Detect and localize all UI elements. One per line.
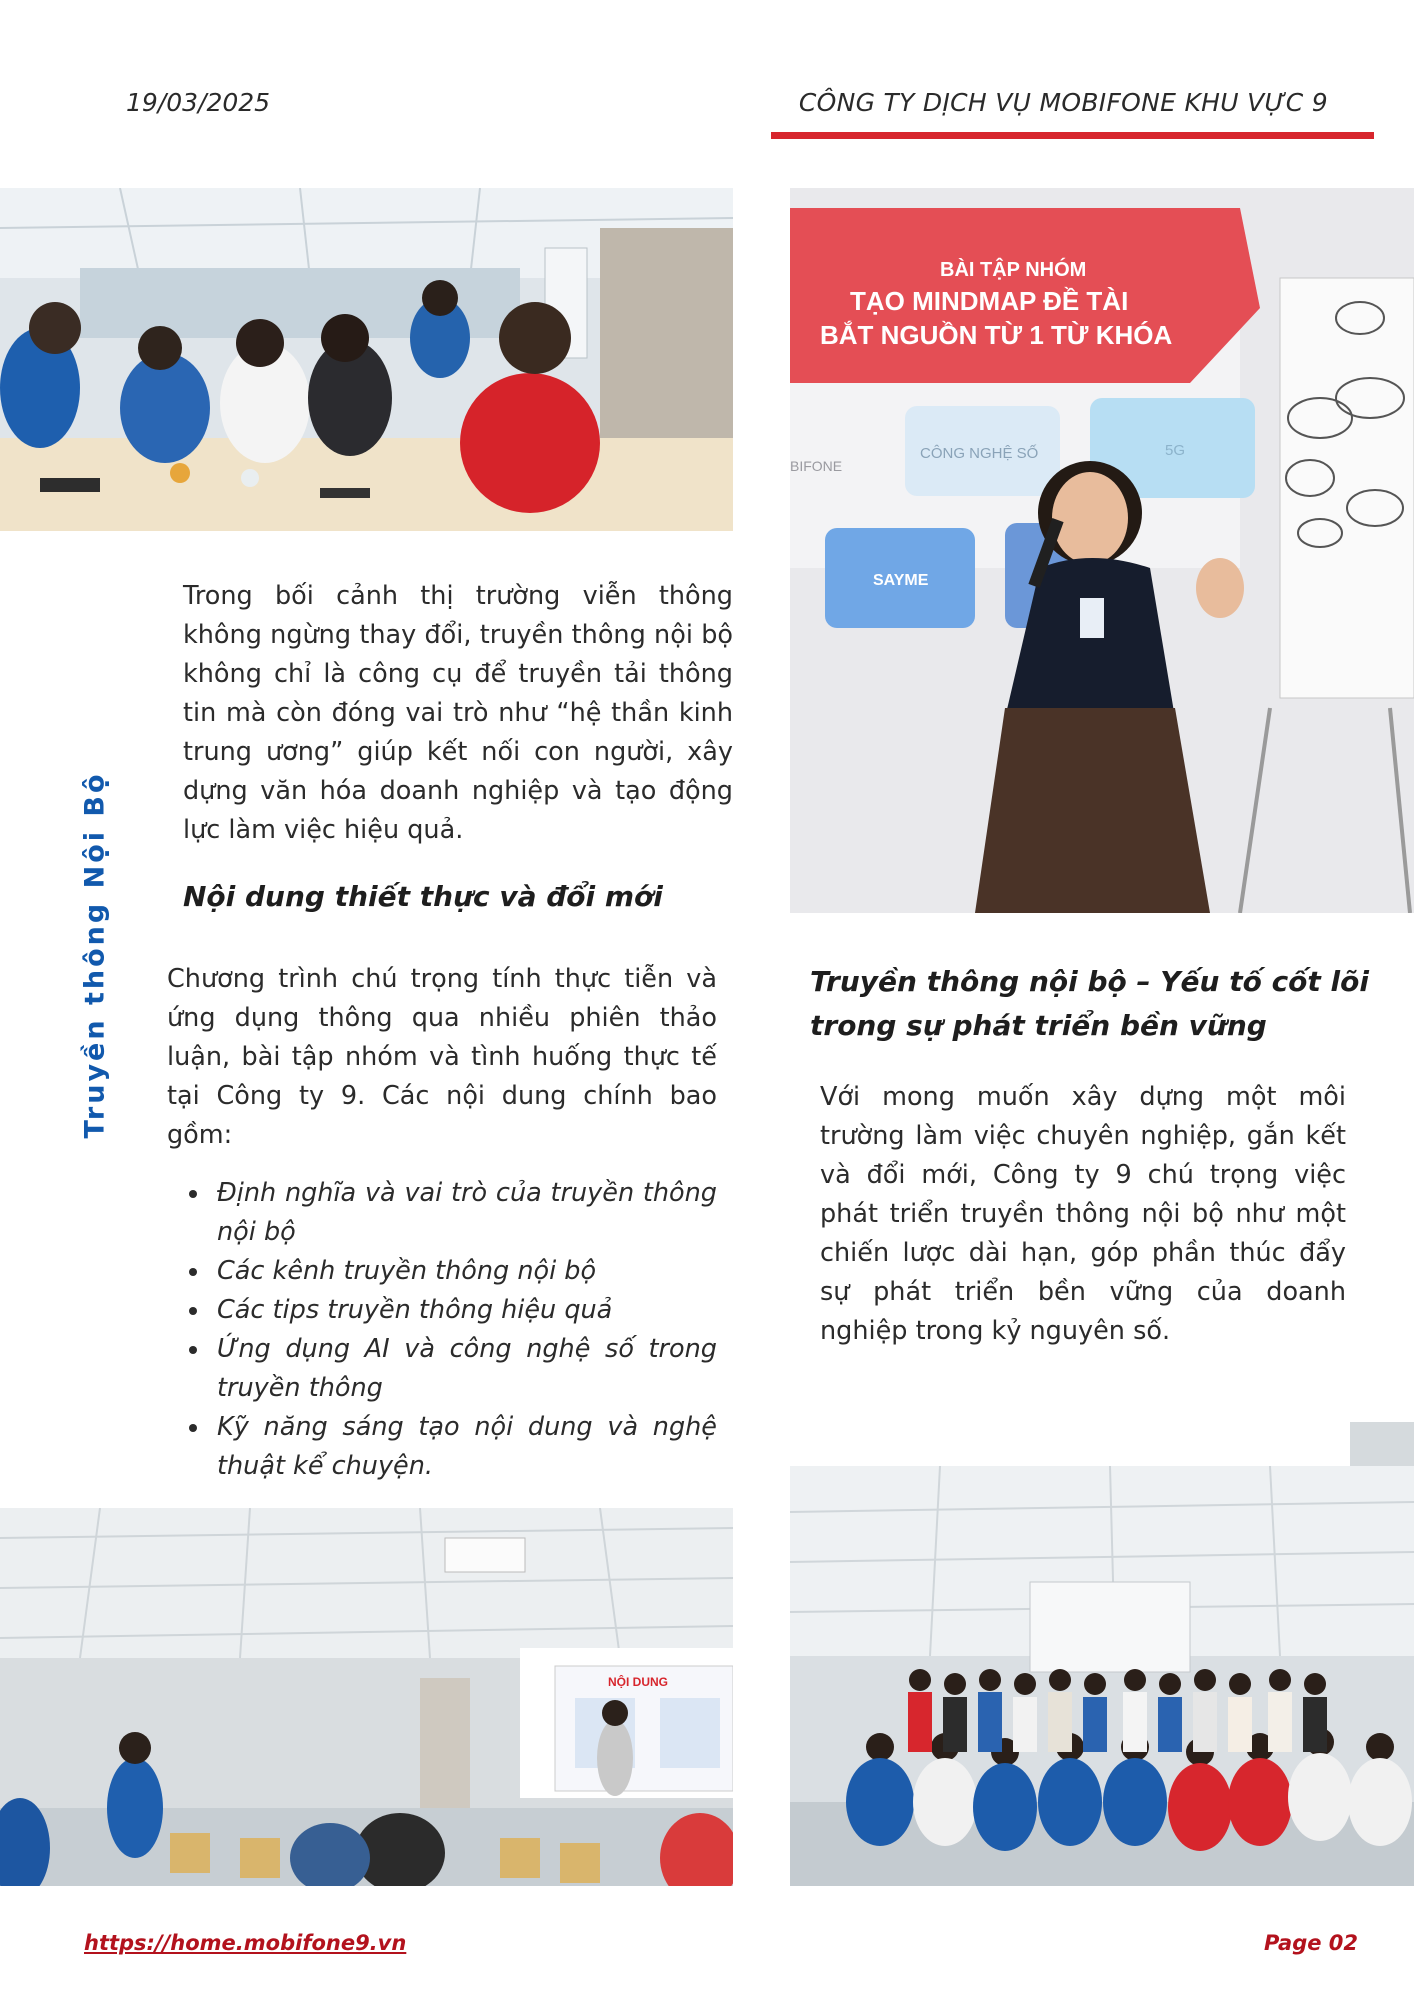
slide-banner-line2: TẠO MINDMAP ĐỀ TÀI xyxy=(850,286,1129,316)
list-item: Các kênh truyền thông nội bộ xyxy=(167,1252,717,1291)
section2-paragraph: Với mong muốn xây dựng một môi trường làm việc chuyên nghiệp, gắn kết và đổi mới, Công ty 9 chú trọng việc phát triển truyền thông nội bộ như một chiến lược dài hạn, góp phần thúc đẩy sự phát triển bền vững của doanh nghiệp trong kỷ nguyên số. xyxy=(820,1082,1346,1346)
issue-date: 19/03/2025 xyxy=(126,88,271,117)
list-item: Định nghĩa và vai trò của truyền thông nội bộ xyxy=(167,1174,717,1252)
section2-heading: Truyền thông nội bộ – Yếu tố cốt lõi trong sự phát triển bền vững xyxy=(810,965,1369,1042)
slide-card-tech: CÔNG NGHỆ SỐ xyxy=(920,445,1039,462)
list-item: Ứng dụng AI và công nghệ số trong truyền thông xyxy=(167,1330,717,1408)
photo-speaker-presentation xyxy=(790,188,1414,913)
photo-training-audience xyxy=(0,188,733,531)
header-accent-rule xyxy=(771,132,1374,139)
photo-group xyxy=(790,1422,1414,1886)
footer-website-link[interactable]: https://home.mobifone9.vn xyxy=(84,1931,407,1955)
slide-card-5g: 5G xyxy=(1165,442,1186,459)
slide-banner-line3: BẮT NGUỒN TỪ 1 TỪ KHÓA xyxy=(820,320,1173,350)
footer-page-number: Page 02 xyxy=(1263,1931,1358,1955)
section1-bullet-list xyxy=(167,1174,717,1486)
company-name: CÔNG TY DỊCH VỤ MOBIFONE KHU VỰC 9 xyxy=(798,88,1328,117)
slide-card-sayme: SAYME xyxy=(873,572,929,589)
section1-heading: Nội dung thiết thực và đổi mới xyxy=(183,880,663,913)
intro-paragraph: Trong bối cảnh thị trường viễn thông không ngừng thay đổi, truyền thông nội bộ không chỉ là công cụ để truyền tải thông tin mà còn đóng vai trò như “hệ thần kinh trung ương” giúp kết nối con người, xây dựng văn hóa doanh nghiệp và tạo động lực làm việc hiệu quả. xyxy=(183,581,733,845)
list-item: Các tips truyền thông hiệu quả xyxy=(167,1291,717,1330)
list-item: Kỹ năng sáng tạo nội dung và nghệ thuật kể chuyện. xyxy=(167,1408,717,1486)
section-side-label: Truyền thông Nội Bộ xyxy=(79,771,111,1139)
slide-banner-line1: BÀI TẬP NHÓM xyxy=(940,259,1087,281)
section1-paragraph: Chương trình chú trọng tính thực tiễn và ứng dụng thông qua nhiều phiên thảo luận, bài tập nhóm và tình huống thực tế tại Công ty 9. Các nội dung chính bao gồm: xyxy=(167,964,717,1150)
photo-classroom-session xyxy=(0,1508,733,1886)
slide-brand-partial: BIFONE xyxy=(790,458,843,474)
room-slide-title: NỘI DUNG xyxy=(608,1675,668,1689)
